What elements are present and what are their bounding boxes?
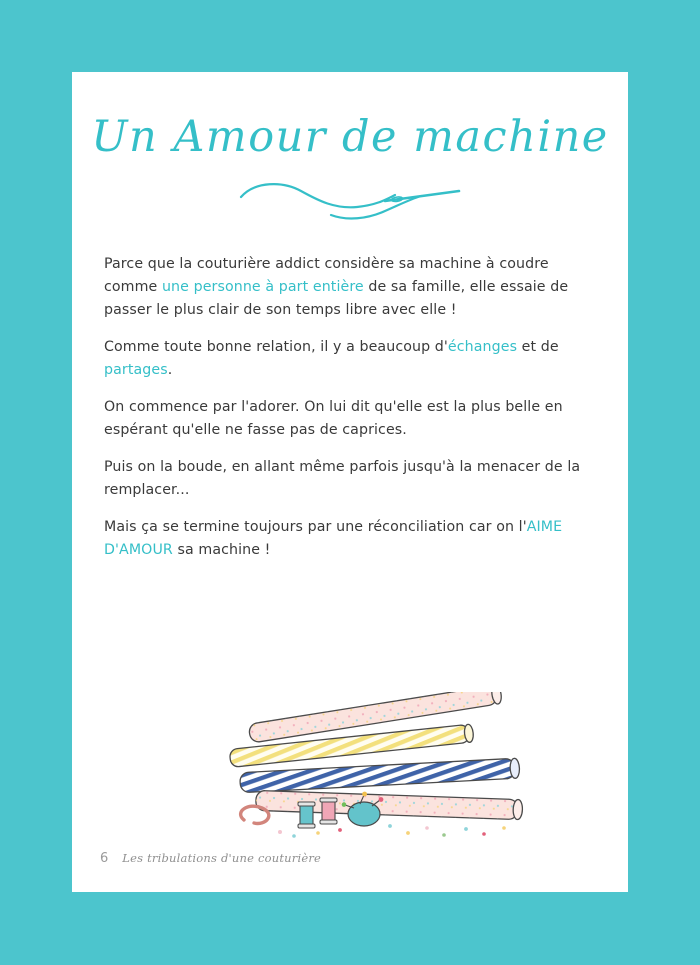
paragraph (104, 516, 596, 562)
page-title: Un Amour de machine (91, 112, 609, 162)
paragraph (104, 396, 596, 442)
highlight-segment: une personne à part entière (161, 279, 364, 296)
rolled-fabric-bolts-icon (222, 692, 552, 842)
article-body (104, 253, 596, 562)
text-segment: Mais ça se termine toujours par une réconciliation car on l' (104, 519, 527, 536)
needle-and-thread-icon (72, 175, 628, 227)
paragraph (104, 456, 596, 502)
highlight-segment: AIME D'AMOUR (104, 519, 563, 559)
page-footer (100, 851, 321, 866)
highlight-segment: échanges (447, 339, 518, 356)
text-segment: Parce que la couturière addict considère sa machine à coudre comme (104, 256, 549, 296)
text-segment: . (167, 362, 173, 379)
running-head: Les tribulations d'une couturière (122, 851, 322, 865)
text-segment: Comme toute bonne relation, il y a beaucoup d' (104, 339, 448, 356)
paragraph (104, 253, 596, 322)
text-segment: On commence par l'adorer. On lui dit qu'elle est la plus belle en espérant qu'elle ne fasse pas de caprices. (104, 399, 563, 439)
book-page (72, 72, 628, 892)
text-segment: Puis on la boude, en allant même parfois jusqu'à la menacer de la remplacer... (104, 459, 581, 499)
text-segment: et de (517, 339, 559, 356)
page-number: 6 (100, 851, 109, 866)
highlight-segment: partages (104, 362, 168, 379)
paragraph (104, 336, 596, 382)
text-segment: de sa famille, elle essaie de passer le plus clair de son temps libre avec elle ! (104, 279, 569, 319)
text-segment: sa machine ! (172, 542, 271, 559)
